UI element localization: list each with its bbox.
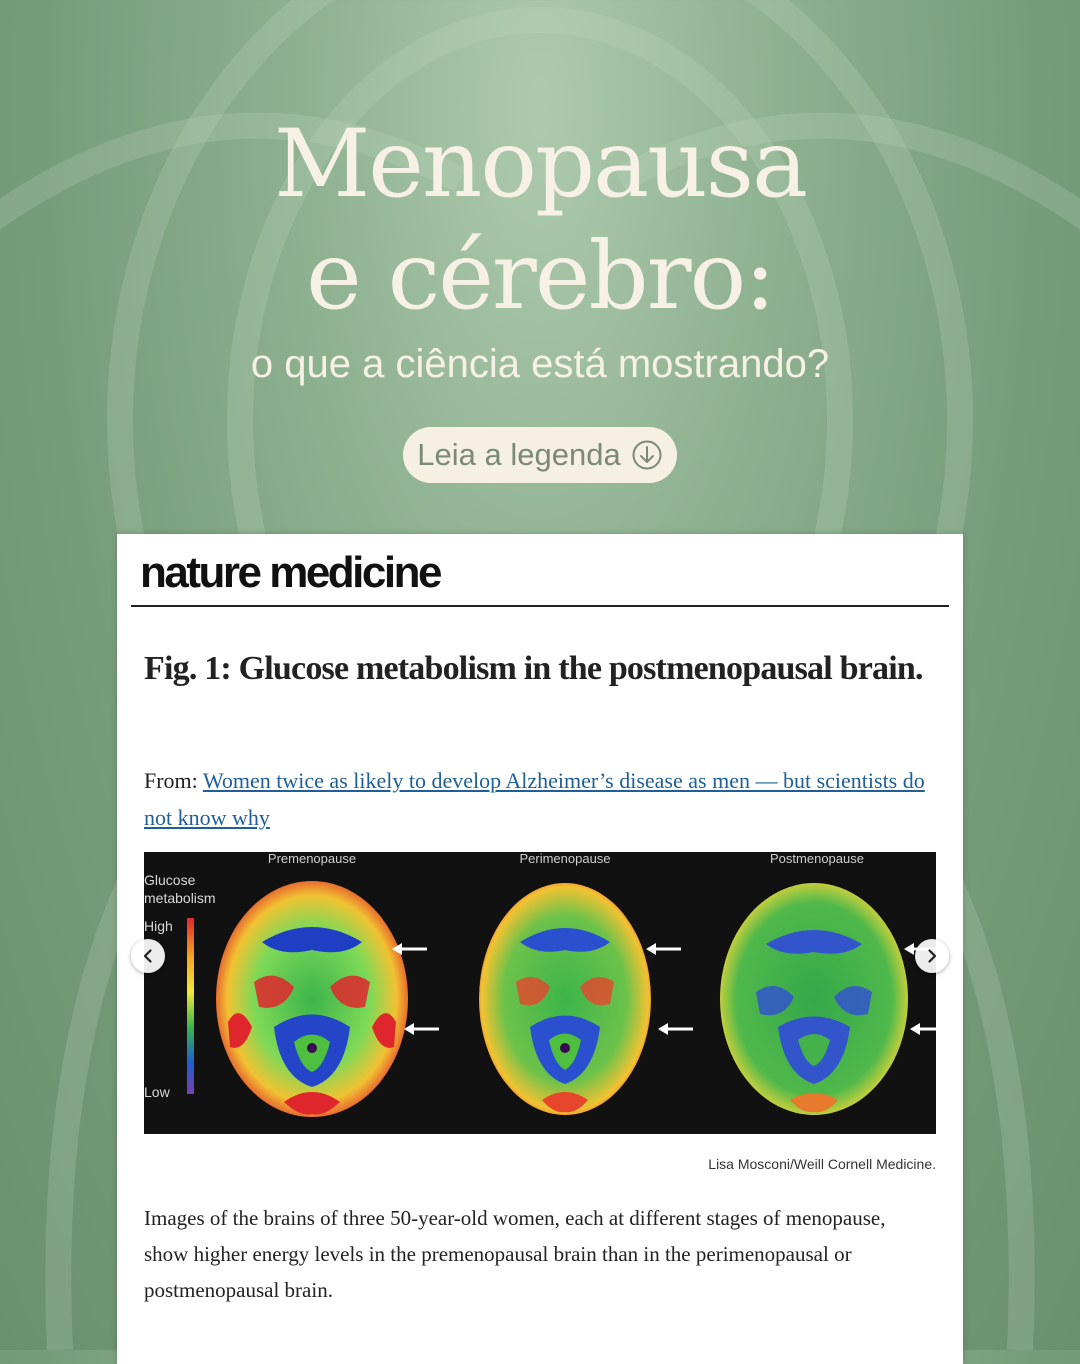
chevron-right-icon <box>924 948 940 964</box>
brain-scan-figure <box>144 852 936 1134</box>
panel-label-perimenopause: Perimenopause <box>519 852 611 866</box>
source-line <box>144 762 934 836</box>
hero-subtitle: o que a ciência está mostrando? <box>250 342 830 386</box>
arrow-down-circle-icon <box>631 439 663 471</box>
panel-label-postmenopause: Postmenopause <box>770 852 864 866</box>
brain-scan-postmenopause <box>720 883 908 1115</box>
figure-title: Fig. 1: Glucose metabolism in the postmenopausal brain. <box>144 650 923 687</box>
hero-title-line1: Menopausa <box>273 110 807 219</box>
legend-color-scale <box>187 918 194 1094</box>
carousel-prev-button[interactable] <box>131 939 165 973</box>
carousel-next-button[interactable] <box>915 939 949 973</box>
figure-caption: Images of the brains of three 50-year-old women, each at different stages of menopause, show higher energy levels in the premenopausal brain than in the perimenopausal or postmenopausal brain. <box>144 1206 886 1302</box>
read-caption-label: Leia a legenda <box>417 437 621 472</box>
hero-title-line2: e cérebro: <box>306 222 774 331</box>
legend-title-line1: Glucose <box>144 872 196 888</box>
journal-logo: nature medicine <box>140 548 440 597</box>
panel-label-premenopause: Premenopause <box>267 852 357 866</box>
read-caption-button[interactable] <box>403 427 677 483</box>
image-credit: Lisa Mosconi/Weill Cornell Medicine. <box>708 1156 936 1172</box>
brain-scan-premenopause <box>216 881 408 1117</box>
article-card <box>117 534 963 1364</box>
source-label: From: <box>144 768 198 793</box>
source-article-link[interactable]: Women twice as likely to develop Alzheimer’s disease as men — but scientists do not know why <box>144 768 925 830</box>
brain-scan-perimenopause <box>479 883 651 1115</box>
legend-low-label: Low <box>144 1084 170 1100</box>
legend-title-line2: metabolism <box>144 890 216 906</box>
header-divider <box>131 605 949 607</box>
chevron-left-icon <box>140 948 156 964</box>
legend-high-label: High <box>144 918 173 934</box>
